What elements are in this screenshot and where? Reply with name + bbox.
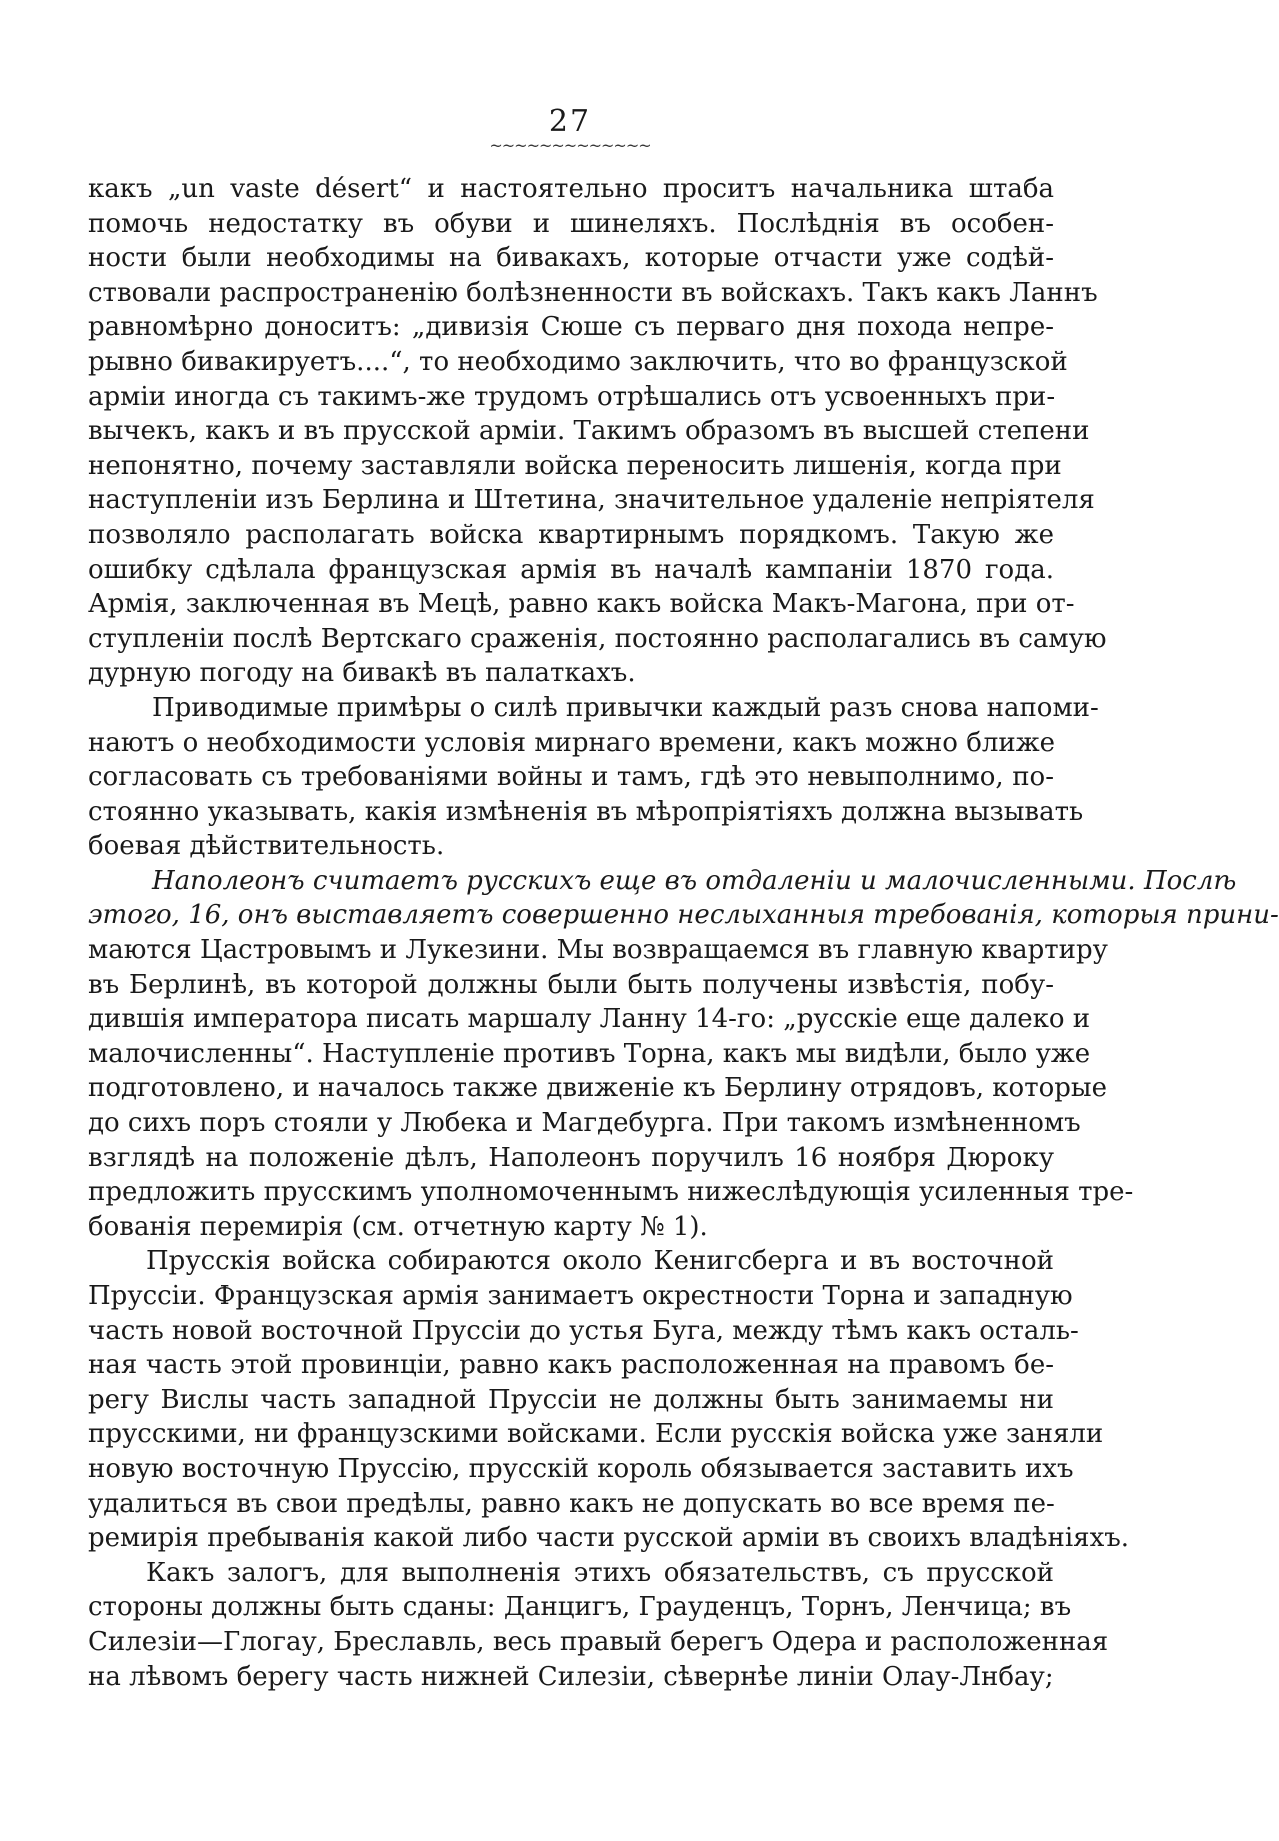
- text-line: взглядѣ на положеніе дѣлъ, Наполеонъ поручилъ 16 ноября Дюроку: [88, 1142, 1054, 1173]
- text-line: рывно бивакируетъ....“, то необходимо заключить, что во французской: [88, 346, 1068, 377]
- body-text: [88, 172, 1279, 1694]
- text-line: вычекъ, какъ и въ прусской арміи. Такимъ образомъ въ высшей степени: [88, 416, 1090, 447]
- text-line: Приводимые примѣры о силѣ привычки каждый разъ снова напоми-: [152, 692, 1099, 723]
- text-line: бованія перемирія (см. отчетную карту № 1).: [88, 1211, 708, 1242]
- text-line: Какъ залогъ, для выполненія этихъ обязательствъ, съ прусской: [146, 1557, 1054, 1588]
- text-line: наютъ о необходимости условія мирнаго времени, какъ можно ближе: [88, 727, 1056, 758]
- text-line: подготовлено, и началось также движеніе къ Берлину отрядовъ, которые: [88, 1073, 1107, 1104]
- text-line: ная часть этой провинціи, равно какъ расположенная на правомъ бе-: [88, 1350, 1054, 1381]
- text-line: арміи иногда съ такимъ-же трудомъ отрѣшались отъ усвоенныхъ при-: [88, 381, 1056, 412]
- text-line: Силезіи—Глогау, Бреславль, весь правый берегъ Одера и расположенная: [88, 1626, 1109, 1657]
- text-line: до сихъ поръ стояли у Любека и Магдебурга. При такомъ измѣненномъ: [88, 1108, 1081, 1139]
- text-line: боевая дѣйствительность.: [88, 831, 445, 862]
- text-line: часть новой восточной Пруссіи до устья Буга, между тѣмъ какъ осталь-: [88, 1315, 1079, 1346]
- text-line: Пруссіи. Французская армія занимаетъ окрестности Торна и западную: [88, 1281, 1073, 1311]
- text-line: стоянно указывать, какія измѣненія въ мѣропріятіяхъ должна вызывать: [88, 796, 1084, 827]
- text-line: равномѣрно доноситъ: „дивизія Сюше съ перваго дня похода непре-: [88, 312, 1054, 343]
- text-line: непонятно, почему заставляли войска переносить лишенія, когда при: [88, 450, 1062, 481]
- text-line: дурную погоду на бивакѣ въ палаткахъ.: [88, 658, 636, 689]
- text-line: согласовать съ требованіями войны и тамъ, гдѣ это невыполнимо, по-: [88, 762, 1054, 793]
- text-line: ошибку сдѣлала французская армія въ началѣ кампаніи 1870 года.: [88, 554, 1054, 585]
- text-line: дившія императора писать маршалу Ланну 14-го: „русскіе еще далеко и: [88, 1004, 1091, 1035]
- text-line: ступленіи послѣ Вертскаго сраженія, постоянно располагались въ самую: [88, 623, 1107, 654]
- text-line: малочисленны“. Наступленіе противъ Торна, какъ мы видѣли, было уже: [88, 1038, 1091, 1069]
- text-line: регу Вислы часть западной Пруссіи не должны быть занимаемы ни: [88, 1384, 1054, 1415]
- text-line: какъ „un vaste désert“ и настоятельно проситъ начальника штаба: [88, 174, 1054, 204]
- text-line: на лѣвомъ берегу часть нижней Силезіи, сѣвернѣе линіи Олау-Лнбау;: [88, 1661, 1054, 1692]
- italic-summary-line: этого, 16, онъ выставляетъ совершенно неслыханныя требованія, которыя прини-: [88, 900, 1279, 931]
- text-line: Армія, заключенная въ Мецѣ, равно какъ войска Макъ-Магона, при от-: [88, 589, 1075, 620]
- text-line: позволяло располагать войска квартирнымъ порядкомъ. Такую же: [88, 519, 1054, 550]
- text-line: ности были необходимы на бивакахъ, которые отчасти уже содѣй-: [88, 243, 1054, 274]
- text-line: ствовали распространенію болѣзненности въ войскахъ. Такъ какъ Ланнъ: [88, 277, 1098, 308]
- text-line: наступленіи изъ Берлина и Штетина, значительное удаленіе непріятеля: [88, 485, 1095, 516]
- text-line: новую восточную Пруссію, прусскій король обязывается заставить ихъ: [88, 1453, 1074, 1484]
- text-line: маются Цастровымъ и Лукезини. Мы возвращаемся въ главную квартиру: [88, 935, 1108, 966]
- text-line: стороны должны быть сданы: Данцигъ, Грауденцъ, Торнъ, Ленчица; въ: [88, 1592, 1072, 1623]
- text-line: предложить прусскимъ уполномоченнымъ нижеслѣдующія усиленныя тре-: [88, 1177, 1134, 1208]
- page-number: 27: [548, 104, 592, 139]
- italic-summary-line: Наполеонъ считаетъ русскихъ еще въ отдаленіи и малочисленными. Послѣ: [152, 865, 1237, 896]
- text-line: удалиться въ свои предѣлы, равно какъ не допускать во все время пе-: [88, 1488, 1055, 1519]
- page-number-ornament: ~~~~~~~~~~~~~: [489, 136, 651, 155]
- text-line: Прусскія войска собираются около Кенигсберга и въ восточной: [146, 1246, 1054, 1277]
- text-line: ремирія пребыванія какой либо части русской арміи въ своихъ владѣніяхъ.: [88, 1523, 1130, 1554]
- text-line: помочь недостатку въ обуви и шинеляхъ. Послѣднія въ особен-: [88, 208, 1054, 239]
- text-line: въ Берлинѣ, въ которой должны были быть получены извѣстія, побу-: [88, 969, 1054, 1000]
- text-line: прусскими, ни французскими войсками. Если русскія войска уже заняли: [88, 1419, 1104, 1450]
